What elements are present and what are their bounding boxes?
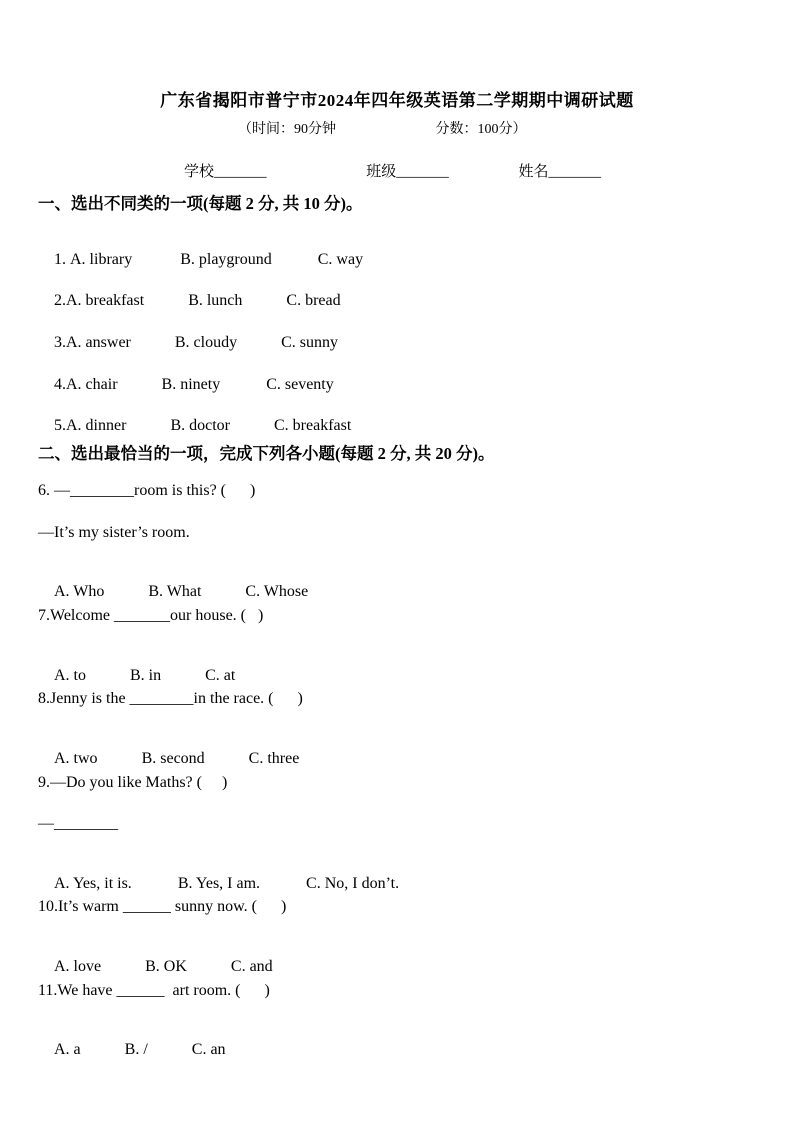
question-11-stem: 11.We have ______ art room. ( ) <box>38 982 270 999</box>
option-b: B. ninety <box>161 376 221 393</box>
option-b: B. lunch <box>188 292 243 309</box>
exam-score: 分数：100分） <box>435 122 527 137</box>
exam-title: 广东省揭阳市普宁市2024年四年级英语第二学期期中调研试题 <box>160 91 634 110</box>
section-2-heading: 二、选出最恰当的一项，完成下列各小题(每题 2 分, 共 20 分)。 <box>38 444 495 463</box>
option-a: A. Yes, it is. <box>54 875 132 892</box>
option-a: A. breakfast <box>66 292 145 309</box>
option-c: C. bread <box>286 292 341 309</box>
option-c: C. way <box>317 251 364 268</box>
option-b: B. What <box>148 583 202 600</box>
option-b: B. Yes, I am. <box>177 875 261 892</box>
question-number: 5. <box>54 417 66 434</box>
option-b: B. doctor <box>170 417 230 434</box>
question-6-stem: 6. —________room is this? ( ) <box>38 482 256 499</box>
school-field: 学校_______ <box>184 164 267 180</box>
option-b: B. OK <box>145 958 187 975</box>
option-c: C. and <box>230 958 273 975</box>
question-number: 3. <box>54 334 66 351</box>
question-number: 1. <box>54 251 70 268</box>
question-6-reply: —It’s my sister’s room. <box>38 524 190 541</box>
option-b: B. second <box>141 750 205 767</box>
section-1-heading: 一、选出不同类的一项(每题 2 分, 共 10 分)。 <box>38 194 363 213</box>
option-a: A. two <box>54 750 98 767</box>
student-info <box>184 160 601 181</box>
option-c: C. an <box>191 1041 226 1058</box>
option-c: C. sunny <box>281 334 338 351</box>
option-b: B. playground <box>180 251 272 268</box>
option-a: A. Who <box>54 583 105 600</box>
option-b: B. in <box>130 667 162 684</box>
option-b: B. cloudy <box>174 334 238 351</box>
name-field: 姓名_______ <box>518 164 602 180</box>
option-a: A. answer <box>66 334 131 351</box>
option-c: C. Whose <box>245 583 309 600</box>
option-c: C. No, I don’t. <box>306 875 400 892</box>
exam-meta <box>238 118 527 138</box>
question-11-options <box>38 1023 226 1077</box>
question-10-stem: 10.It’s warm ______ sunny now. ( ) <box>38 898 287 915</box>
question-number: 4. <box>54 376 66 393</box>
class-field: 班级_______ <box>366 164 449 180</box>
option-a: A. chair <box>66 376 118 393</box>
option-a: A. love <box>54 958 102 975</box>
option-c: C. breakfast <box>273 417 352 434</box>
option-a: A. dinner <box>66 417 127 434</box>
option-a: A. to <box>54 667 86 684</box>
option-c: C. seventy <box>266 376 334 393</box>
question-9-reply: —________ <box>38 815 118 832</box>
option-c: C. at <box>205 667 236 684</box>
option-c: C. three <box>248 750 300 767</box>
question-8-stem: 8.Jenny is the ________in the race. ( ) <box>38 690 303 707</box>
question-7-stem: 7.Welcome _______our house. ( ) <box>38 607 264 624</box>
option-b: B. / <box>124 1041 148 1058</box>
option-a: A. library <box>70 251 133 268</box>
question-number: 2. <box>54 292 66 309</box>
exam-time: （时间：90分钟 <box>238 122 336 137</box>
option-a: A. a <box>54 1041 81 1058</box>
question-9-stem: 9.—Do you like Maths? ( ) <box>38 774 228 791</box>
